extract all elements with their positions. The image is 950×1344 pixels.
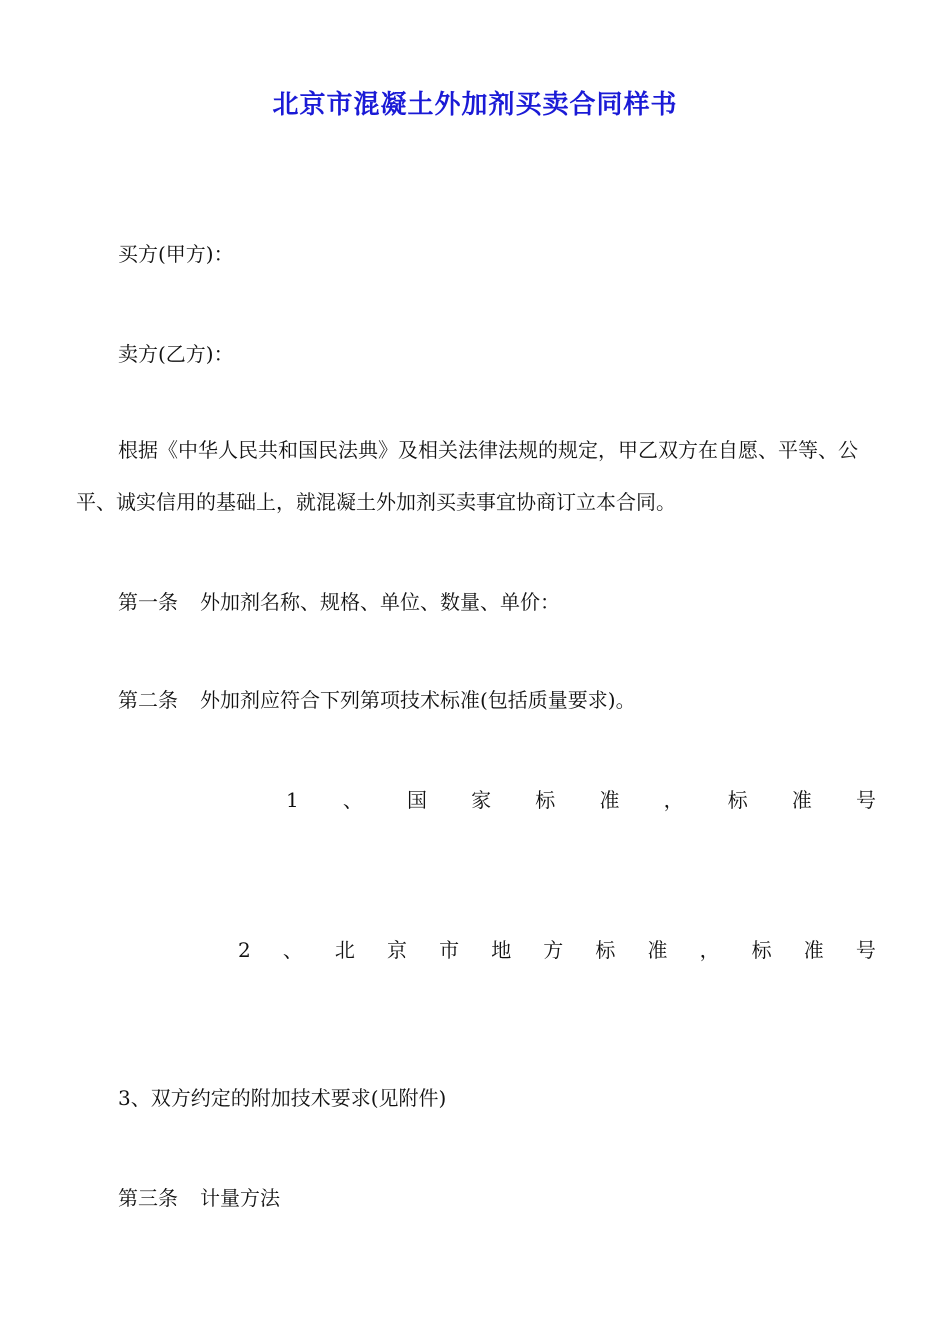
standard-1-char: 标	[535, 788, 556, 812]
preamble-text: 根据《中华人民共和国民法典》及相关法律法规的规定，甲乙双方在自愿、平等、公平、诚实信用的基础上，就混凝土外加剂买卖事宜协商订立本合同。	[76, 438, 858, 514]
standard-3-line: 3、双方约定的附加技术要求(见附件)	[118, 1086, 447, 1110]
standard-1-char: 国	[407, 788, 428, 812]
standard-2-char: 地	[491, 938, 512, 962]
article-1-text: 外加剂名称、规格、单位、数量、单价：	[200, 590, 560, 614]
standard-2-char: 、	[282, 938, 303, 962]
standard-1-char: 号	[856, 788, 876, 812]
standard-1-char: 1	[286, 788, 299, 812]
article-1	[118, 588, 560, 616]
standard-1-line	[286, 786, 876, 814]
standard-2-char: 2	[238, 938, 251, 962]
standard-2-char: ，	[699, 938, 720, 962]
standard-1-char: ，	[663, 788, 684, 812]
standard-2-char: 标	[595, 938, 616, 962]
standard-1-char: 准	[599, 788, 620, 812]
standard-1-char: 准	[791, 788, 812, 812]
standard-1-char: 标	[727, 788, 748, 812]
article-3-number: 第三条	[118, 1186, 178, 1210]
article-3	[118, 1184, 280, 1212]
preamble-paragraph	[76, 424, 876, 528]
article-1-number: 第一条	[118, 590, 178, 614]
standard-2-char: 号	[855, 938, 876, 962]
standard-2-char: 标	[751, 938, 772, 962]
buyer-label: 买方(甲方)：	[118, 242, 234, 266]
article-2	[118, 686, 636, 714]
standard-2-char: 京	[387, 938, 408, 962]
standard-1-char: 、	[342, 788, 363, 812]
article-3-text: 计量方法	[200, 1186, 280, 1210]
standard-2-char: 北	[334, 938, 355, 962]
seller-label: 卖方(乙方)：	[118, 342, 234, 366]
standard-2-char: 准	[803, 938, 824, 962]
standard-2-char: 准	[647, 938, 668, 962]
document-title: 北京市混凝土外加剂买卖合同样书	[272, 90, 678, 120]
standard-1-char: 家	[471, 788, 492, 812]
article-2-text: 外加剂应符合下列第项技术标准(包括质量要求)。	[200, 688, 636, 712]
article-2-number: 第二条	[118, 688, 178, 712]
standard-2-char: 市	[439, 938, 460, 962]
standard-2-line	[238, 936, 876, 964]
standard-2-char: 方	[543, 938, 564, 962]
